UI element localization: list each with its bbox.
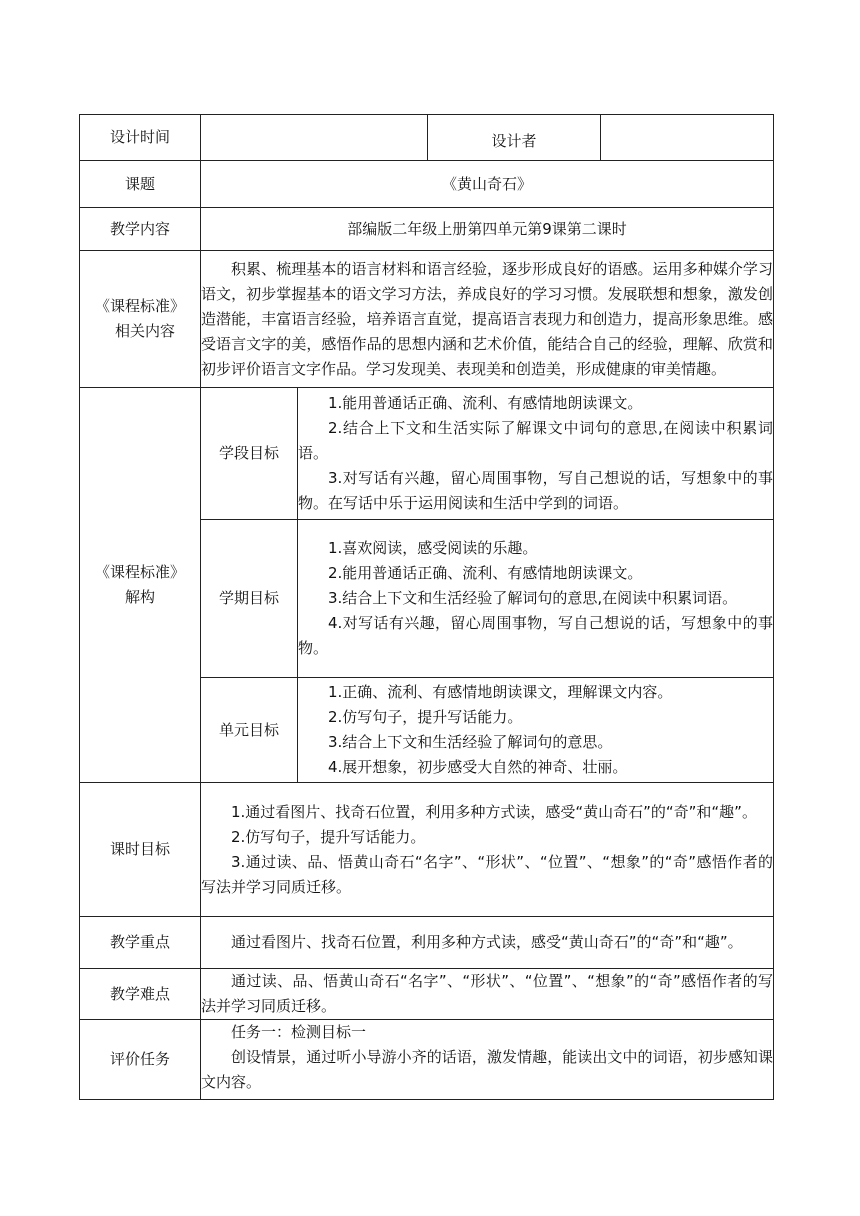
decon-label [80,388,201,783]
evaluation-item: 创设情景，通过听小导游小齐的话语，激发情趣，能读出文中的词语，初步感知课文内容。 [201,1048,773,1091]
unit-goal-item: 4.展开想象，初步感受大自然的神奇、壮丽。 [328,758,628,776]
term-goal-item: 2.能用普通话正确、流利、有感情地朗读课文。 [328,564,643,582]
difficulty-label: 教学难点 [80,969,201,1020]
lesson-goal-item: 1.通过看图片、找奇石位置，利用多种方式读，感受“黄山奇石”的“奇”和“趣”。 [231,802,757,821]
standard-label-line-1: 《课程标准》 [94,297,185,315]
row-stage-goals [80,388,774,520]
topic-value: 《黄山奇石》 [201,161,774,208]
evaluation-item: 任务一：检测目标一 [231,1023,367,1041]
content-value: 部编版二年级上册第四单元第9课第二课时 [201,208,774,251]
topic-label: 课题 [80,161,201,208]
term-goals-label: 学期目标 [201,520,298,678]
unit-goal-item: 2.仿写句子，提升写话能力。 [328,708,523,726]
lesson-goals-label: 课时目标 [80,783,201,917]
content-label: 教学内容 [80,208,201,251]
design-time-value [201,115,428,161]
stage-goal-item: 3.对写话有兴趣，留心周围事物，写自己想说的话，写想象中的事物。在写话中乐于运用阅读和生活中学到的词语。 [298,469,773,512]
design-time-label: 设计时间 [80,115,201,161]
key-point-cell [201,917,774,969]
lesson-goal-item: 3.通过读、品、悟黄山奇石“名字”、“形状”、“位置”、“想象”的“奇”感悟作者的写法并学习同质迁移。 [201,852,773,896]
row-design-time [80,115,774,161]
standard-label-line-2: 相关内容 [114,322,175,340]
unit-goals-label: 单元目标 [201,678,298,783]
stage-goal-item: 1.能用普通话正确、流利、有感情地朗读课文。 [328,394,643,412]
key-point-label: 教学重点 [80,917,201,969]
row-topic [80,161,774,208]
row-content [80,208,774,251]
standard-cell [201,251,774,388]
row-lesson-goals [80,783,774,917]
unit-goal-item: 1.正确、流利、有感情地朗读课文，理解课文内容。 [328,683,673,701]
stage-goals-cell [298,388,774,520]
lesson-plan-table [79,114,774,1100]
stage-goals-label: 学段目标 [201,388,298,520]
difficulty-cell [201,969,774,1020]
unit-goals-cell [298,678,774,783]
row-evaluation [80,1020,774,1100]
standard-label [80,251,201,388]
decon-label-line-2: 解构 [124,588,155,606]
term-goal-item: 1.喜欢阅读，感受阅读的乐趣。 [328,539,538,557]
term-goal-item: 4.对写话有兴趣，留心周围事物，写自己想说的话，写想象中的事物。 [298,614,773,657]
lesson-goal-item: 2.仿写句子，提升写话能力。 [231,827,426,846]
designer-label: 设计者 [428,115,601,161]
key-point-text: 通过看图片、找奇石位置，利用多种方式读，感受“黄山奇石”的“奇”和“趣”。 [231,933,743,951]
decon-label-line-1: 《课程标准》 [94,563,185,581]
standard-text: 积累、梳理基本的语言材料和语言经验，逐步形成良好的语感。运用多种媒介学习语文，初步掌握基本的语文学习方法，养成良好的学习习惯。发展联想和想象，激发创造潜能，丰富语言经验，培养语言直觉，提高语言表现力和创造力，提高形象思维。感受语言文字的美，感悟作品的思想内涵和艺术价值，能结合自己的经验，理解、欣赏和初步评价语言文字作品。学习发现美、表现美和创造美，形成健康的审美情趣。 [201,259,773,378]
row-key-point [80,917,774,969]
designer-value [601,115,774,161]
row-standard [80,251,774,388]
term-goals-cell [298,520,774,678]
term-goal-item: 3.结合上下文和生活经验了解词句的意思,在阅读中积累词语。 [328,589,738,607]
unit-goal-item: 3.结合上下文和生活经验了解词句的意思。 [328,733,613,751]
lesson-goals-cell [201,783,774,917]
evaluation-label: 评价任务 [80,1020,201,1100]
difficulty-text: 通过读、品、悟黄山奇石“名字”、“形状”、“位置”、“想象”的“奇”感悟作者的写法并学习同质迁移。 [201,972,773,1015]
row-difficulty [80,969,774,1020]
stage-goal-item: 2.结合上下文和生活实际了解课文中词句的意思,在阅读中积累词语。 [298,419,773,462]
evaluation-cell [201,1020,774,1100]
